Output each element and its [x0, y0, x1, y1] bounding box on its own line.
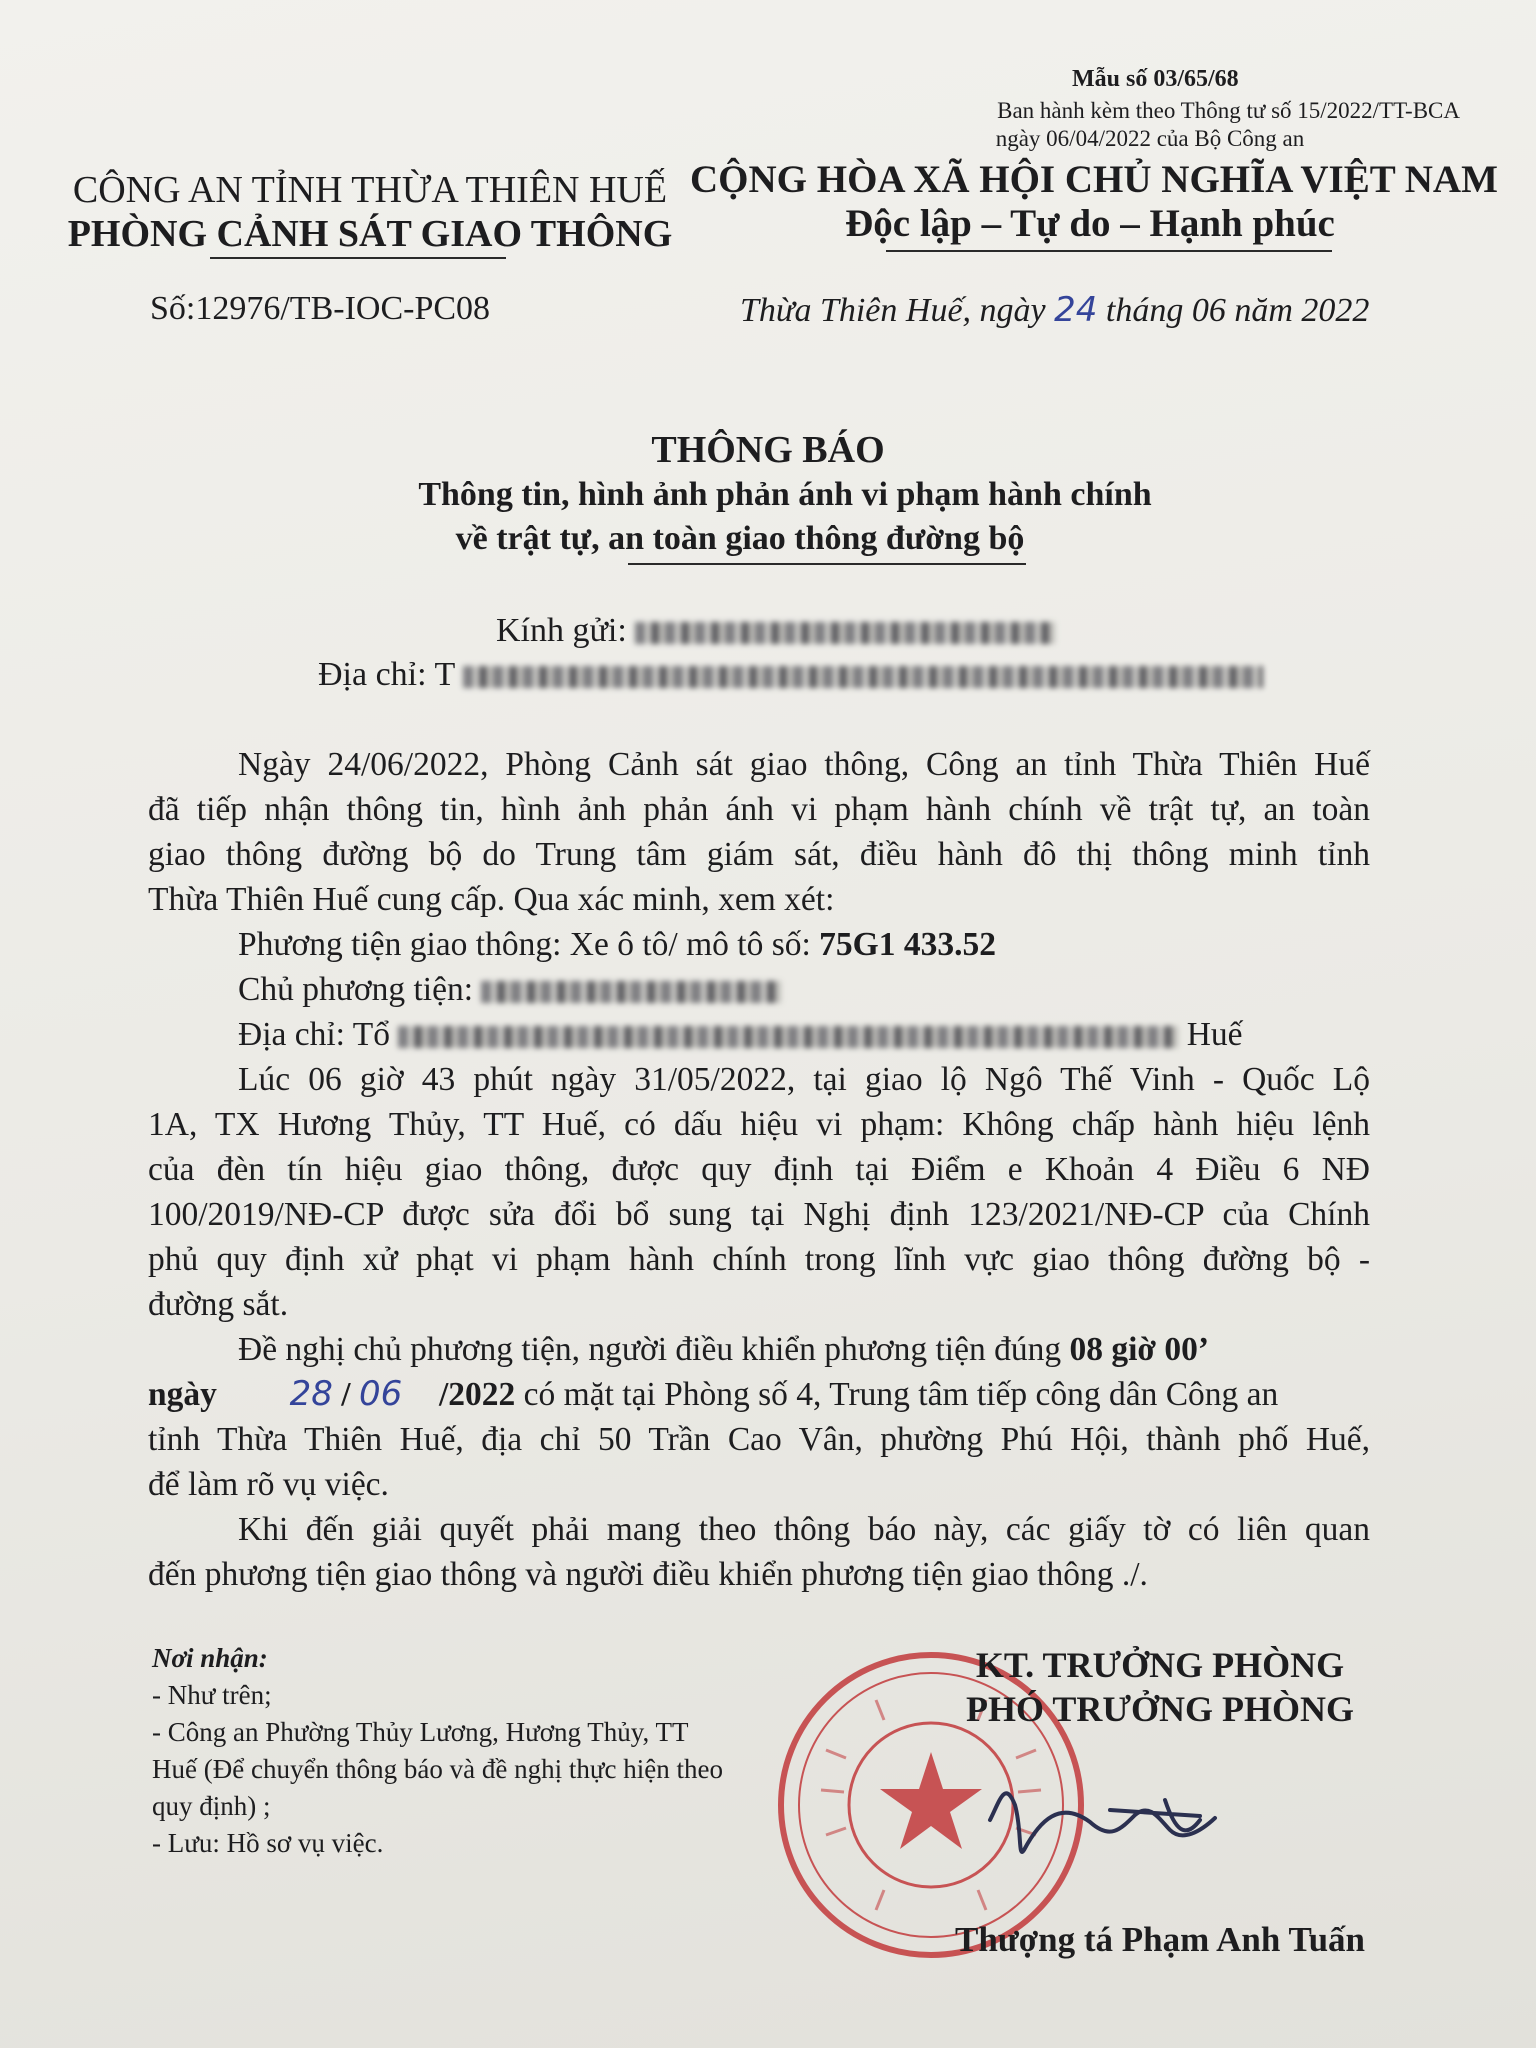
summons-line1	[238, 1327, 1209, 1373]
recipients-item: - Công an Phường Thủy Lương, Hương Thủy, TT Huế (Để chuyển thông báo và đề nghị thực hiện theo quy định) ;	[152, 1717, 723, 1821]
recipient-address-line	[318, 656, 1263, 694]
date-suffix: tháng 06 năm 2022	[1105, 292, 1370, 329]
summons-ngay: ngày	[148, 1376, 217, 1413]
agency-header	[40, 168, 700, 256]
summons-time: 08 giờ 00’	[1069, 1331, 1209, 1368]
owner-address-end: Huế	[1186, 1016, 1243, 1053]
owner-address-label: Địa chỉ:	[238, 1016, 345, 1053]
summons-line2: ngày 28 / 06 /2022 có mặt tại Phòng số 4, Trung tâm tiếp công dân Công an	[148, 1374, 1279, 1414]
handwritten-day: 24	[1054, 290, 1098, 330]
body-line: giao thông đường bộ do Trung tâm giám sát, điều hành đô thị thông minh tỉnh	[148, 836, 1370, 873]
agency-line1: CÔNG AN TỈNH THỪA THIÊN HUẾ	[72, 169, 668, 211]
form-number: Mẫu số 03/65/68	[1072, 66, 1239, 92]
document-title: THÔNG BÁO	[651, 429, 885, 471]
handwritten-signature-icon	[960, 1760, 1300, 1880]
body-line: Ngày 24/06/2022, Phòng Cảnh sát giao thông, Công an tỉnh Thừa Thiên Huế	[238, 746, 1370, 783]
body-line: đến phương tiện giao thông và người điều khiển phương tiện giao thông ./.	[148, 1556, 1148, 1593]
body-line: đường sắt.	[148, 1286, 289, 1323]
document-subtitle-line2: về trật tự, an toàn giao thông đường bộ	[455, 520, 1025, 557]
handwritten-summons-month: 06	[358, 1374, 403, 1414]
body-line: 100/2019/NĐ-CP được sửa đổi bổ sung tại Nghị định 123/2021/NĐ-CP của Chính	[148, 1196, 1370, 1233]
document-subtitle-line1: Thông tin, hình ảnh phản ánh vi phạm hành chính	[418, 476, 1152, 513]
body-line: đã tiếp nhận thông tin, hình ảnh phản ánh vi phạm hành chính về trật tự, an toàn	[148, 791, 1370, 828]
summons-text: Đề nghị chủ phương tiện, người điều khiển phương tiện đúng	[238, 1331, 1062, 1368]
body-line: tỉnh Thừa Thiên Huế, địa chỉ 50 Trần Cao Vân, phường Phú Hội, thành phố Huế,	[148, 1421, 1370, 1458]
summons-rest: có mặt tại Phòng số 4, Trung tâm tiếp công dân Công an	[523, 1376, 1279, 1413]
body-line: phủ quy định xử phạt vi phạm hành chính trong lĩnh vực giao thông đường bộ -	[148, 1241, 1370, 1278]
redacted-recipient-address	[463, 666, 1263, 688]
signature-title-line1: KT. TRƯỞNG PHÒNG	[975, 1645, 1345, 1685]
summons-year: /2022	[438, 1376, 516, 1413]
owner-line	[238, 967, 781, 1013]
address-initial: T	[434, 656, 455, 693]
vehicle-plate: 75G1 433.52	[819, 926, 996, 963]
body-line: Thừa Thiên Huế cung cấp. Qua xác minh, xem xét:	[148, 881, 835, 918]
vehicle-line	[238, 922, 996, 968]
agency-underline	[210, 257, 506, 259]
document-number: Số:12976/TB-IOC-PC08	[150, 290, 491, 327]
recipients-item: - Lưu: Hồ sơ vụ việc.	[152, 1828, 384, 1858]
form-reference-line1: Ban hành kèm theo Thông tư số 15/2022/TT-BCA	[997, 98, 1460, 123]
body-line: Lúc 06 giờ 43 phút ngày 31/05/2022, tại giao lộ Ngô Thế Vinh - Quốc Lộ	[238, 1061, 1370, 1098]
body-line: Khi đến giải quyết phải mang theo thông báo này, các giấy tờ có liên quan	[238, 1511, 1370, 1548]
to-label: Kính gửi:	[496, 612, 627, 649]
date-line	[740, 290, 1369, 330]
republic-line1: CỘNG HÒA XÃ HỘI CHỦ NGHĨA VIỆT NAM	[690, 158, 1498, 201]
date-prefix: Thừa Thiên Huế, ngày	[740, 292, 1046, 329]
motto-underline	[886, 250, 1332, 252]
recipient-line	[496, 612, 1055, 650]
body-line: để làm rõ vụ việc.	[148, 1466, 389, 1503]
owner-label: Chủ phương tiện:	[238, 971, 474, 1008]
redacted-owner-address	[398, 1026, 1178, 1048]
recipients-label: Nơi nhận:	[152, 1643, 268, 1673]
vehicle-label: Phương tiện giao thông: Xe ô tô/ mô tô số:	[238, 926, 811, 963]
owner-address-line	[238, 1012, 1243, 1058]
address-label: Địa chỉ:	[318, 656, 427, 693]
republic-line2: Độc lập – Tự do – Hạnh phúc	[845, 202, 1335, 245]
handwritten-summons-day: 28	[289, 1374, 333, 1414]
form-reference-line2: ngày 06/04/2022 của Bộ Công an	[995, 126, 1305, 151]
owner-address-initial: Tổ	[352, 1016, 390, 1053]
subtitle-underline	[628, 563, 1026, 565]
body-line: 1A, TX Hương Thủy, TT Huế, có dấu hiệu vi phạm: Không chấp hành hiệu lệnh	[148, 1106, 1370, 1143]
body-line: của đèn tín hiệu giao thông, được quy định tại Điểm e Khoản 4 Điều 6 NĐ	[148, 1151, 1370, 1188]
recipients-list	[152, 1640, 752, 1862]
republic-header	[690, 158, 1498, 246]
redacted-recipient-name	[635, 622, 1055, 644]
redacted-owner-name	[481, 981, 781, 1003]
recipients-item: - Như trên;	[152, 1680, 272, 1710]
signature-title-line2: PHÓ TRƯỞNG PHÒNG	[965, 1689, 1354, 1729]
agency-line2: PHÒNG CẢNH SÁT GIAO THÔNG	[67, 213, 673, 255]
signer-name: Thượng tá Phạm Anh Tuấn	[954, 1920, 1366, 1959]
